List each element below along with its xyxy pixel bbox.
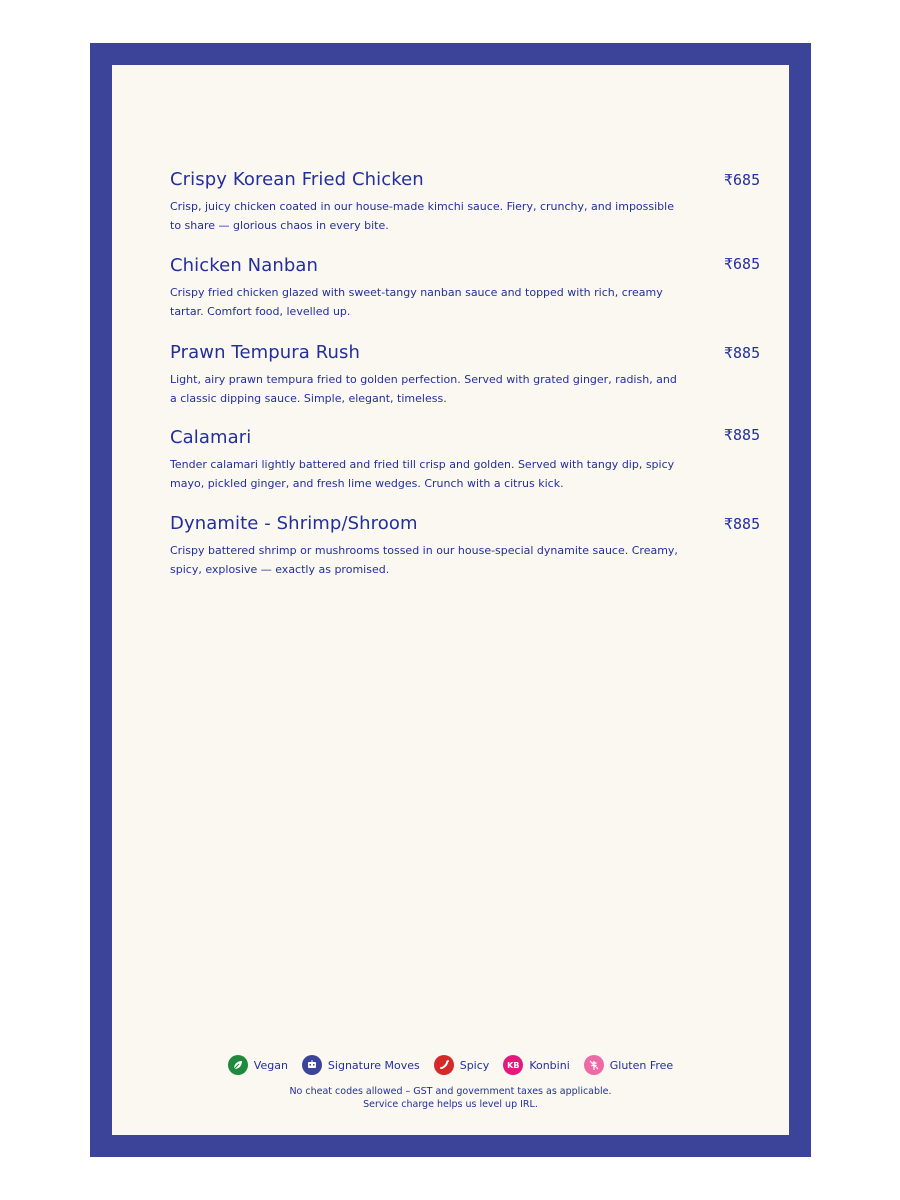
leaf-icon — [228, 1055, 248, 1075]
item-description: Crispy fried chicken glazed with sweet-tangy nanban sauce and topped with rich, creamy tartar. Comfort food, levelled up. — [170, 286, 663, 318]
kb-icon: KB — [503, 1055, 523, 1075]
legend-item-spicy — [434, 1055, 490, 1075]
chili-icon — [434, 1055, 454, 1075]
item-description: Crisp, juicy chicken coated in our house-made kimchi sauce. Fiery, crunchy, and impossible to share — glorious chaos in every bite. — [170, 200, 674, 232]
legend-item-signature — [302, 1055, 420, 1075]
item-name: Prawn Tempura Rush — [170, 342, 361, 363]
menu-items — [170, 169, 770, 599]
item-description: Tender calamari lightly battered and fried till crisp and golden. Served with tangy dip, spicy mayo, pickled ginger, and fresh lime wedges. Crunch with a citrus kick. — [170, 458, 675, 490]
legend-item-konbini — [503, 1055, 569, 1075]
dietary-legend — [112, 1055, 789, 1075]
item-price: ₹685 — [724, 171, 761, 189]
item-name: Chicken Nanban — [170, 255, 319, 276]
menu-item — [170, 255, 770, 342]
item-name: Crispy Korean Fried Chicken — [170, 169, 424, 190]
service-charge-note: Service charge helps us level up IRL. — [363, 1099, 538, 1110]
item-name: Calamari — [170, 427, 252, 448]
legend-item-vegan — [228, 1055, 288, 1075]
legend-label: Signature Moves — [327, 1058, 420, 1072]
robot-icon — [302, 1055, 322, 1075]
item-price: ₹685 — [724, 255, 761, 273]
menu-paper — [112, 65, 789, 1135]
item-price: ₹885 — [724, 426, 761, 444]
item-price: ₹885 — [724, 515, 761, 533]
menu-item — [170, 427, 770, 513]
item-description: Light, airy prawn tempura fried to golden perfection. Served with grated ginger, radish, and a classic dipping sauce. Simple, elegant, timeless. — [170, 373, 677, 405]
menu-item — [170, 513, 770, 599]
tax-note-line: No cheat codes allowed – GST and government taxes as applicable. — [289, 1086, 612, 1097]
legend-label: Konbini — [529, 1058, 570, 1072]
menu-item — [170, 169, 770, 255]
tax-note — [112, 1085, 789, 1111]
item-price: ₹885 — [724, 344, 761, 362]
item-description: Crispy battered shrimp or mushrooms tossed in our house-special dynamite sauce. Creamy, spicy, explosive — exactly as promised. — [170, 544, 678, 576]
legend-label: Vegan — [253, 1058, 288, 1072]
menu-item — [170, 342, 770, 427]
legend-label: Spicy — [459, 1058, 490, 1072]
legend-item-gluten-free — [584, 1055, 673, 1075]
menu-frame — [90, 43, 811, 1157]
item-name: Dynamite - Shrimp/Shroom — [170, 513, 418, 534]
legend-label: Gluten Free — [609, 1058, 674, 1072]
wheat-icon — [584, 1055, 604, 1075]
